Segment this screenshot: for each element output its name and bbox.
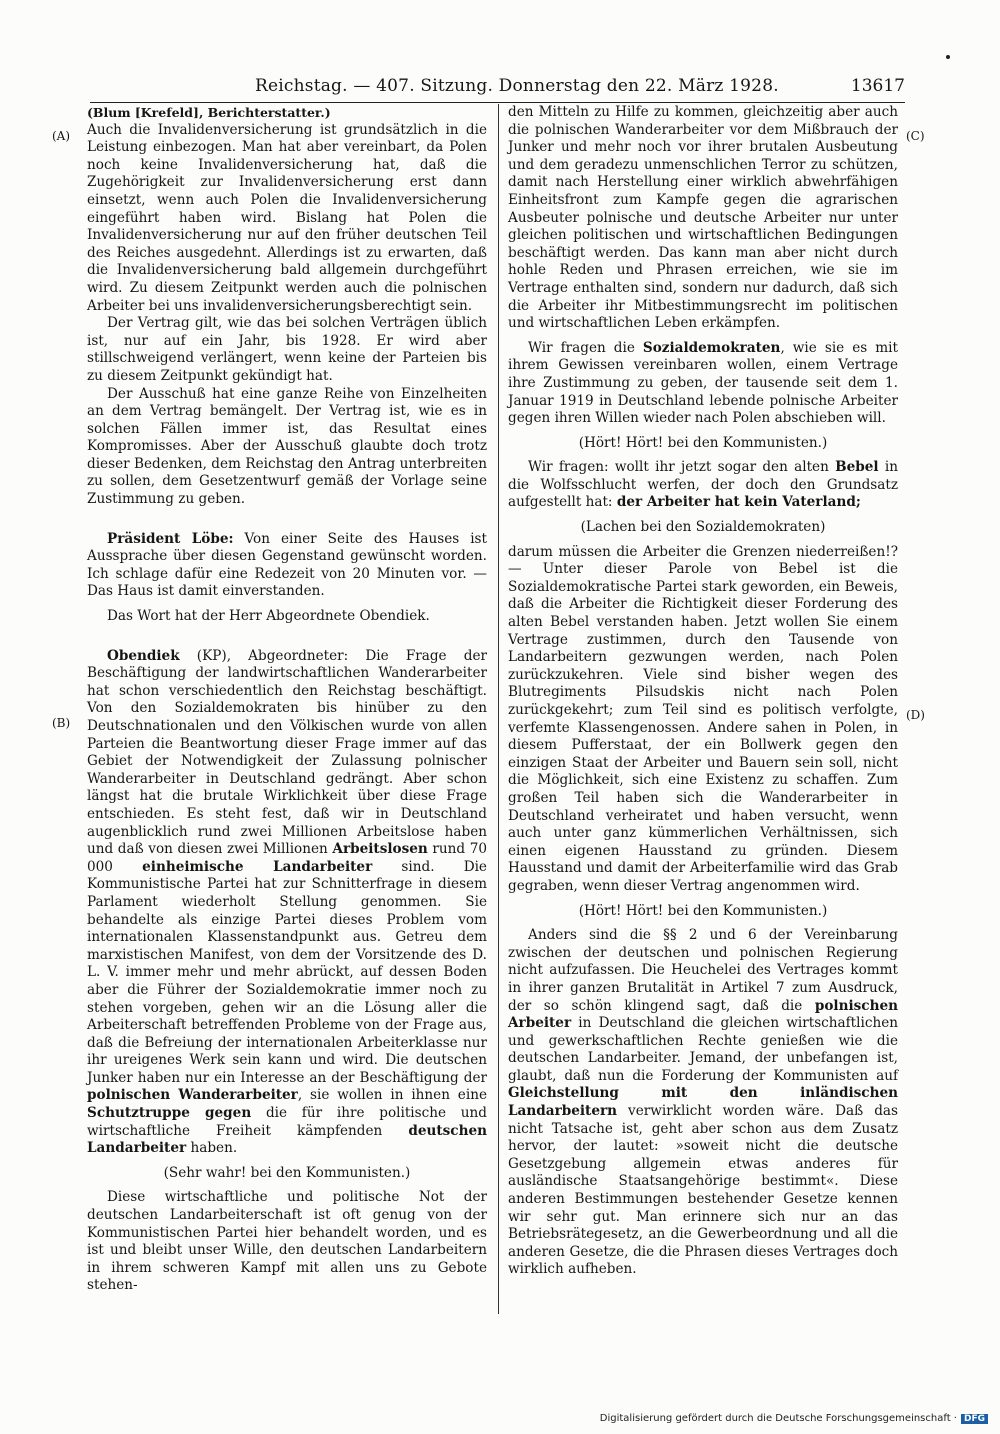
- column-divider: [498, 104, 499, 1314]
- paragraph: den Mitteln zu Hilfe zu kommen, gleichzeitig aber auch die polnischen Wanderarbeiter vor dem Mißbrauch der Junker und mehr noch vor ihrer brutalen Ausbeutung und dem geradezu unmenschlichen Terror zu schützen, damit nach Herstellung einer wirklich abwehrfähigen Einheitsfront zum Kampfe gegen die agrarischen Ausbeuter polnische und deutsche Arbeiter nur unter gleichen politischen und wirtschaftlichen Bedingungen beschäftigt werden. Das kann man aber nicht durch hohle Reden und Phrasen erreichen, wie sie im Vertrage enthalten sind, sondern nur dadurch, daß sich die Arbeiter ihr Mitbestimmungsrecht im politischen und wirtschaftlichen Leben erkämpfen.: [508, 104, 898, 332]
- interjection: (Sehr wahr! bei den Kommunisten.): [163, 1164, 411, 1181]
- paragraph: Diese wirtschaftliche und politische Not der deutschen Landarbeiterschaft ist oft genug von der Kommunistischen Partei hier behandelt worden, und es ist und bleibt unser Wille, den deutschen Landarbeitern in ihrem schweren Kampf mit allen uns zu Gebote stehen-: [87, 1189, 487, 1294]
- paragraph: Wir fragen: wollt ihr jetzt sogar den alten Bebel in die Wolfsschlucht werfen, der doch den Grundsatz aufgestellt hat: der Arbeiter hat kein Vaterland;: [508, 459, 898, 511]
- footer-text: Digitalisierung gefördert durch die Deutsche Forschungsgemeinschaft ·: [599, 1413, 957, 1424]
- header-title: Reichstag. — 407. Sitzung. Donnerstag den 22. März 1928.: [255, 76, 779, 96]
- paragraph: darum müssen die Arbeiter die Grenzen niederreißen!? — Unter dieser Parole von Bebel ist die Sozialdemokratische Partei stark geworden, ein Beweis, daß die Arbeiter die Richtigkeit dieser Forderung des alten Bebel verstanden haben. Jetzt wollen Sie einem Vertrage zustimmen, durch den Tausende von Landarbeitern gezwungen werden, nach Polen zurückzukehren. Viele sind bisher wegen des Blutregiments Pilsudskis nicht nach Polen zurückgekehrt; zum Teil sind es politisch verfolgte, verfemte Klassengenossen. Andere sahen in Polen, in diesem Pufferstaat, der ein Bollwerk gegen den einzigen Staat der Arbeiter und Bauern sein soll, nicht die Möglichkeit, sich eine Existenz zu schaffen. Zum großen Teil haben sich die Wanderarbeiter in Deutschland verheiratet und haben versucht, wenn auch unter ganz kümmerlichen Verhältnissen, sich einen eigenen Hausstand zu gründen. Diesem Hausstand und damit der Arbeiterfamilie wird das Grab gegraben, wenn dieser Vertrag angenommen wird.: [508, 543, 898, 894]
- margin-mark-c: (C): [906, 129, 925, 143]
- interjection: (Hört! Hört! bei den Kommunisten.): [578, 902, 828, 919]
- speaker-name: Obendiek: [107, 647, 180, 664]
- page-number: 13617: [850, 76, 905, 96]
- right-column: [508, 104, 898, 1279]
- interjection: (Hört! Hört! bei den Kommunisten.): [578, 434, 828, 451]
- president-remark: Präsident Löbe: Von einer Seite des Hauses ist Aussprache über diesen Gegenstand gewünscht worden. Ich schlage dafür eine Redezeit von 20 Minuten vor. — Das Haus ist damit einverstanden.: [87, 530, 487, 600]
- page-header: [90, 76, 905, 103]
- footer-credit: [600, 1413, 988, 1424]
- margin-mark-b: (B): [52, 716, 71, 730]
- margin-mark-a: (A): [52, 129, 71, 143]
- margin-mark-d: (D): [906, 708, 925, 722]
- speaker-line: (Blum [Krefeld], Berichterstatter.): [87, 105, 331, 120]
- interjection: (Lachen bei den Sozialdemokraten): [580, 519, 826, 536]
- paragraph: Wir fragen die Sozialdemokraten, wie sie es mit ihrem Gewissen vereinbaren wollen, einem Vertrage ihre Zustimmung zu geben, der tausende seit dem 1. Januar 1919 in Deutschland lebende polnische Arbeiter gegen ihren Willen wieder nach Polen abschieben will.: [508, 339, 898, 427]
- left-column: [87, 104, 487, 1295]
- paragraph: Das Wort hat der Herr Abgeordnete Obendiek.: [107, 608, 430, 625]
- paragraph: Anders sind die §§ 2 und 6 der Vereinbarung zwischen der deutschen und polnischen Regierung nicht aufzufassen. Die Heuchelei des Vertrages kommt in ihrer ganzen Brutalität in Artikel 7 zum Ausdruck, der so schön klingend sagt, daß die polnischen Arbeiter in Deutschland die gleichen wirtschaftlichen und gewerkschaftlichen Rechte genießen wie die deutschen Landarbeiter. Jemand, der unbefangen ist, glaubt, daß nun die Forderung der Kommunisten auf Gleichstellung mit den inländischen Landarbeitern verwirklicht worden wäre. Daß das nicht Tatsache ist, geht aber schon aus dem Zusatz hervor, der lautet: »soweit nicht die deutsche Gesetzgebung allgemein etwas anderes für ausländische Staatsangehörige bestimmt«. Diese anderen Bestimmungen bestehender Gesetze kennen wir sehr gut. Man erinnere sich nur an das Betriebsrätegesetz, an die Gewerbeordnung und all die anderen Gesetze, die die Phrasen dieses Vertrages doch wirklich aufheben.: [508, 927, 898, 1278]
- paragraph: Der Vertrag gilt, wie das bei solchen Verträgen üblich ist, nur auf ein Jahr, bis 1928. Er wird aber stillschweigend verlängert, wenn keine der Parteien bis zu diesem Zeitpunkt gekündigt hat.: [87, 315, 487, 384]
- ink-dot: [946, 55, 950, 59]
- speaker-name: Präsident Löbe:: [107, 530, 234, 547]
- paragraph: Der Ausschuß hat eine ganze Reihe von Einzelheiten an dem Vertrag bemängelt. Der Vertrag ist, wie es in solchen Fällen immer ist, das Resultat eines Kompromisses. Aber der Ausschuß glaubte doch trotz dieser Bedenken, dem Reichstag den Antrag unterbreiten zu sollen, dem Gesetzentwurf gemäß der Vorlage seine Zustimmung zu geben.: [87, 385, 487, 508]
- speech-obendiek: Obendiek (KP), Abgeordneter: Die Frage der Beschäftigung der landwirtschaftlichen Wanderarbeiter hat schon verschiedentlich den Reichstag beschäftigt. Von den Sozialdemokraten bis hinüber zu den Deutschnationalen und den Völkischen wurde von allen Parteien die Beantwortung dieser Frage immer auf das Gebiet der Notwendigkeit der Zulassung polnischer Wanderarbeiter in Deutschland gedrängt. Aber schon längst hat die brutale Wirklichkeit über diese Frage entschieden. Es steht fest, daß wir in Deutschland augenblicklich rund zwei Millionen Arbeitslose haben und daß von diesen zwei Millionen Arbeitslosen rund 70 000 einheimische Landarbeiter sind. Die Kommunistische Partei hat zur Schnitterfrage in diesem Parlament wiederholt Stellung genommen. Sie behandelte als einzige Partei dieses Problem vom internationalen Klassenstandpunkt aus. Getreu dem marxistischen Manifest, von dem der Vorsitzende des D. L. V. immer mehr und mehr abrückt, auf dessen Boden aber die Führer der Sozialdemokratie immer noch zu stehen vorgeben, gehen wir an die Lösung aller die Arbeiterschaft betreffenden Probleme von der Frage aus, daß die Befreiung der internationalen Arbeiterklasse nur ihr ureigenes Werk sein kann und wird. Die deutschen Junker haben nur ein Interesse an der Beschäftigung der polnischen Wanderarbeiter, sie wollen in ihnen eine Schutztruppe gegen die für ihre politische und wirtschaftliche Freiheit kämpfenden deutschen Landarbeiter haben.: [87, 647, 487, 1157]
- dfg-logo: DFG: [961, 1414, 988, 1424]
- paragraph: Auch die Invalidenversicherung ist grundsätzlich in die Leistung einbezogen. Man hat aber vereinbart, da Polen noch keine Invalidenversicherung hat, daß die Zugehörigkeit zur Invalidenversicherung erst dann einsetzt, wenn auch Polen die Invalidenversicherung eingeführt haben wird. Bislang hat Polen die Invalidenversicherung nur auf den früher deutschen Teil des Reiches ausgedehnt. Allerdings ist zu erwarten, daß die Invalidenversicherung bald allgemein durchgeführt wird. Zu diesem Zeitpunkt werden auch die polnischen Arbeiter bei uns invalidenversicherungsberechtigt sein.: [87, 121, 487, 314]
